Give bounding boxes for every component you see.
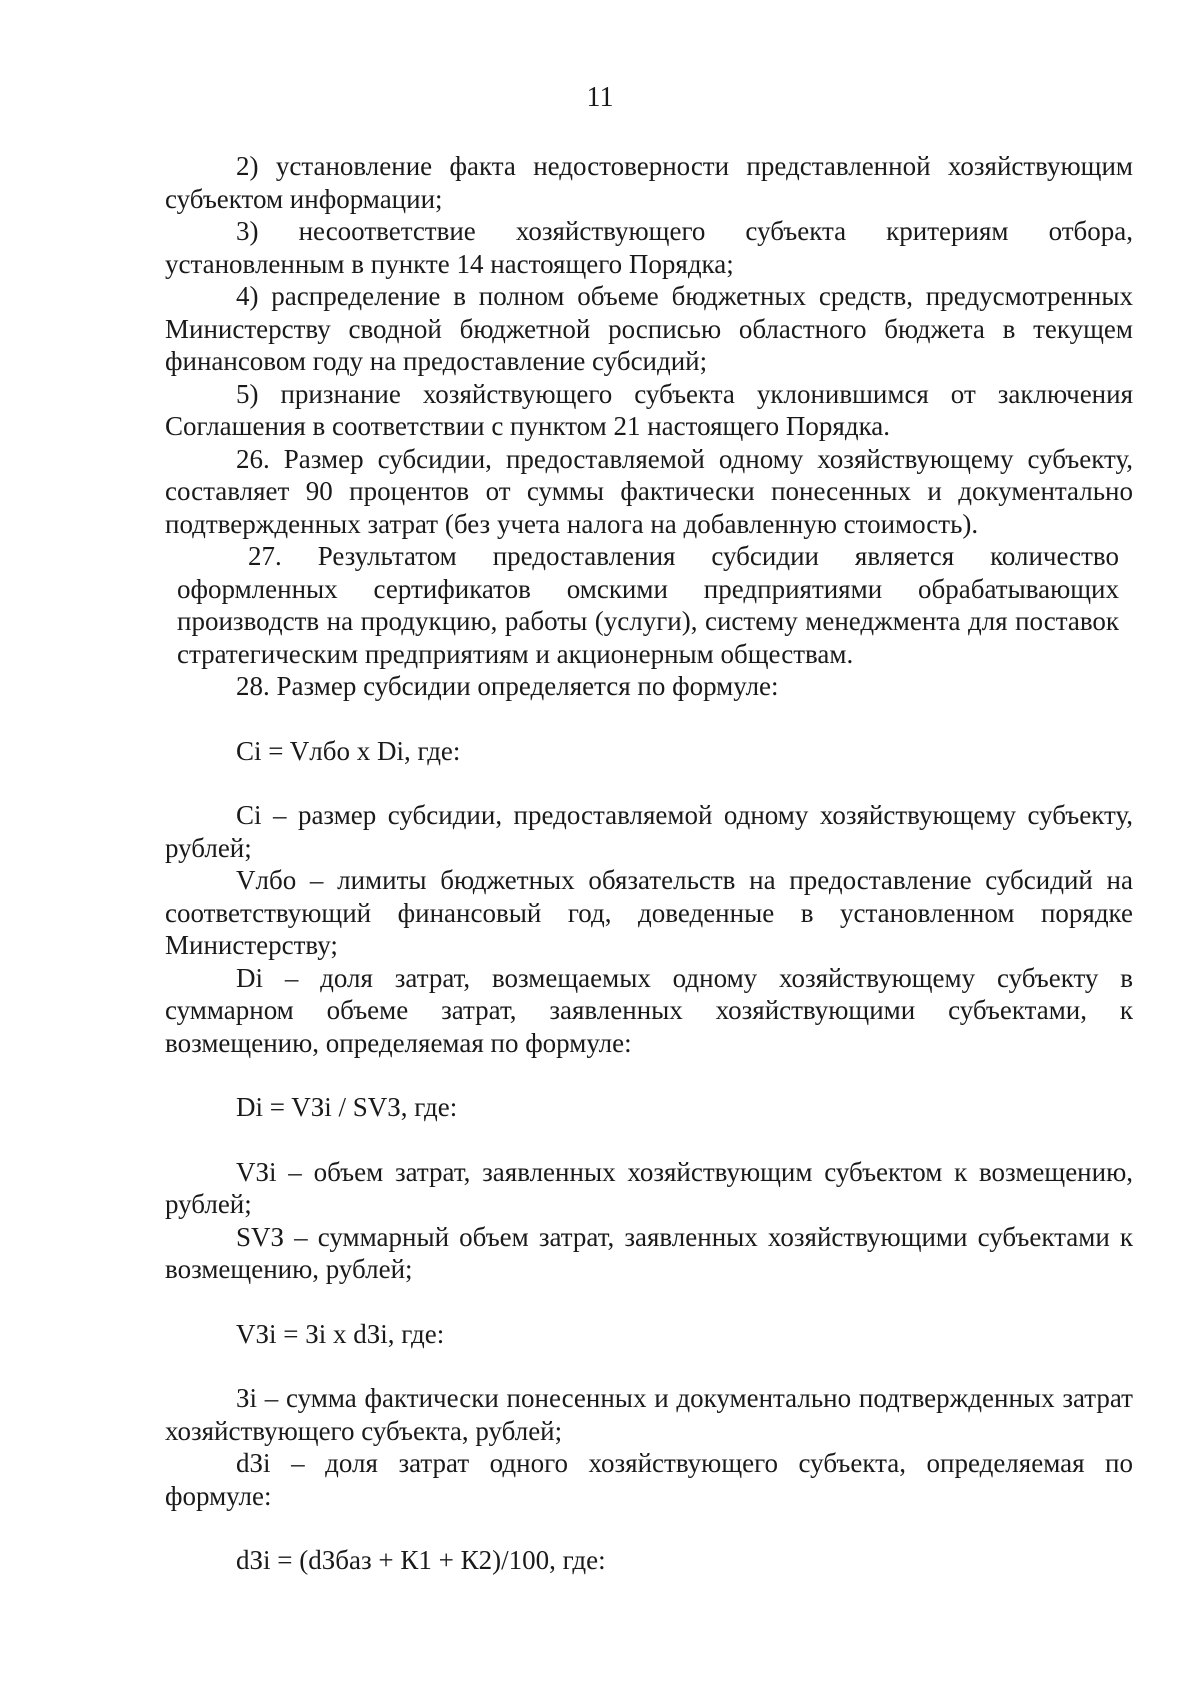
definition-svz: SVЗ – суммарный объем затрат, заявленных хозяйствующими субъектами к возмещению, рублей; xyxy=(165,1221,1133,1284)
definition-ci: Ci – размер субсидии, предоставляемой одному хозяйствующему субъекту, рублей; xyxy=(165,800,1133,863)
definition-vlbo: Vлбо – лимиты бюджетных обязательств на предоставление субсидий на соответствующий финансовый год, доведенные в установленном порядке Министерству; xyxy=(165,865,1133,960)
formula-vzi: VЗi = Зi x dЗi, где: xyxy=(236,1318,445,1349)
definition-dzi: dЗi – доля затрат одного хозяйствующего субъекта, определяемая по формуле: xyxy=(165,1448,1133,1511)
formula-dzi: dЗi = (dЗбаз + К1 + К2)/100, где: xyxy=(236,1545,606,1575)
formula-di: Di = VЗi / SVЗ, где: xyxy=(236,1092,458,1122)
definition-zi: Зi – сумма фактически понесенных и документально подтвержденных затрат хозяйствующего субъекта, рублей; xyxy=(165,1383,1133,1446)
paragraph-item-5: 5) признание хозяйствующего субъекта уклонившимся от заключения Соглашения в соответствии с пунктом 21 настоящего Порядка. xyxy=(165,378,1133,441)
paragraph-item-3: 3) несоответствие хозяйствующего субъекта критериям отбора, установленным в пункте 14 настоящего Порядка; xyxy=(165,216,1133,279)
paragraph-28: 28. Размер субсидии определяется по формуле: xyxy=(236,671,779,701)
paragraph-27: 27. Результатом предоставления субсидии является количество оформленных сертификатов омскими предприятиями обрабатывающих производств на продукцию, работы (услуги), систему менеджмента для поставок стратегическим предприятиям и акционерным обществам. xyxy=(177,541,1119,669)
paragraph-item-2: 2) установление факта недостоверности представленной хозяйствующим субъектом информации; xyxy=(165,151,1133,214)
paragraph-26: 26. Размер субсидии, предоставляемой одному хозяйствующему субъекту, составляет 90 процентов от суммы фактически понесенных и документально подтвержденных затрат (без учета налога на добавленную стоимость). xyxy=(165,443,1133,539)
definition-di: Di – доля затрат, возмещаемых одному хозяйствующему субъекту в суммарном объеме затрат, заявленных хозяйствующими субъектами, к возмещению, определяемая по формуле: xyxy=(165,962,1133,1058)
definition-vzi: VЗi – объем затрат, заявленных хозяйствующим субъектом к возмещению, рублей; xyxy=(165,1156,1133,1219)
paragraph-item-4: 4) распределение в полном объеме бюджетных средств, предусмотренных Министерству сводной бюджетной росписью областного бюджета в текущем финансовом году на предоставление субсидий; xyxy=(165,281,1133,376)
formula-ci: Ci = Vлбо x Di, где: xyxy=(236,735,461,766)
document-body xyxy=(165,150,1133,1609)
page-number: 11 xyxy=(586,82,614,113)
